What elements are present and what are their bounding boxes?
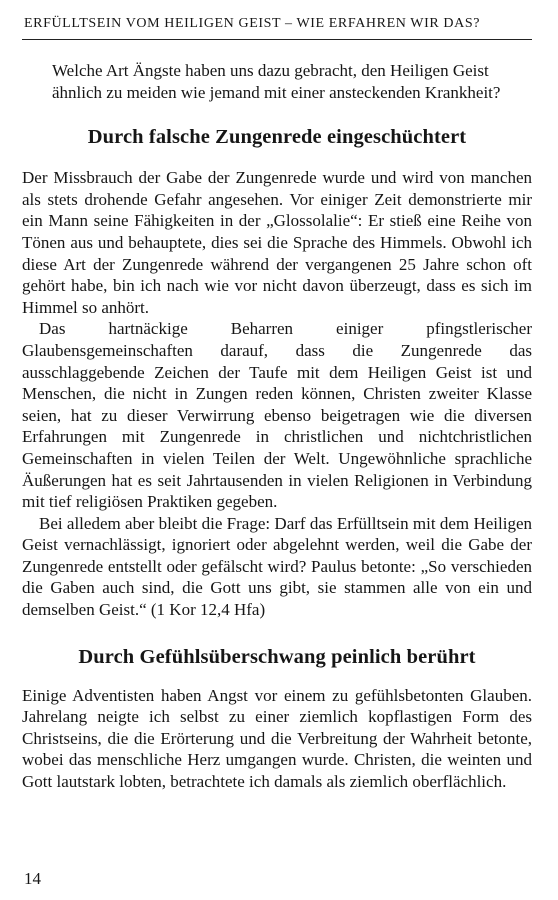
body-paragraph: Bei alledem aber bleibt die Frage: Darf das Erfülltsein mit dem Heiligen Geist vernachlässigt, ignoriert oder abgelehnt werden, weil die Gabe der Zungenrede entstellt oder gefälscht wird? Paulus betonte: „So verschieden die Gaben auch sind, die Gott uns gibt, sie stammen alle von ein und demselben Geist.“ (1 Kor 12,4 Hfa) — [22, 513, 532, 620]
page-number: 14 — [24, 869, 41, 888]
section-heading-zungenrede: Durch falsche Zungenrede eingeschüchtert — [87, 126, 467, 149]
book-page — [22, 16, 532, 886]
running-header: ERFÜLLTSEIN VOM HEILIGEN GEIST – WIE ERFAHREN WIR DAS? — [24, 16, 481, 31]
body-paragraph: Das hartnäckige Beharren einiger pfingstlerischer Glaubensgemeinschaften darauf, dass die Zungenrede das ausschlaggebende Zeichen der Taufe mit dem Heiligen Geist ist und Menschen, die nicht in Zungen reden können, Christen zweiter Klasse seien, hat zu dieser Verwirrung ebenso beigetragen wie die diversen Erfahrungen mit Zungenrede in christlichen und nichtchristlichen Gemeinschaften in vielen Teilen der Welt. Ungewöhnliche sprachliche Äußerungen hat es seit Jahrtausenden in vielen Religionen in Verbindung mit tief religiösen Praktiken gegeben. — [22, 319, 532, 512]
intro-question: Welche Art Ängste haben uns dazu gebracht, den Heiligen Geist ähnlich zu meiden wie jemand mit einer ansteckenden Krankheit? — [52, 61, 501, 102]
header-rule — [22, 39, 532, 40]
section-heading-gefuehlsueberschwang: Durch Gefühlsüberschwang peinlich berührt — [78, 645, 476, 668]
body-paragraph: Der Missbrauch der Gabe der Zungenrede wurde und wird von manchen als stets drohende Gefahr angesehen. Vor einiger Zeit demonstrierte mir ein Mann seine Fähigkeiten in der „Glossolalie“: Er stieß eine Reihe von Tönen aus und behauptete, dies sei die Sprache des Himmels. Obwohl ich diese Art der Zungenrede während der vergangenen 25 Jahre schon oft gehört habe, bin ich nach wie vor nicht davon überzeugt, dass es sich im Himmel so anhört. — [22, 168, 532, 317]
body-paragraph: Einige Adventisten haben Angst vor einem zu gefühlsbetonten Glauben. Jahrelang neigte ich selbst zu einer ziemlich kopflastigen Form des Christseins, die die Erörterung und die Verbreitung der Wahrheit betonte, wobei das menschliche Herz umgangen wurde. Christen, die weinten und Gott lautstark lobten, betrachtete ich damals als ziemlich oberflächlich. — [22, 685, 532, 792]
